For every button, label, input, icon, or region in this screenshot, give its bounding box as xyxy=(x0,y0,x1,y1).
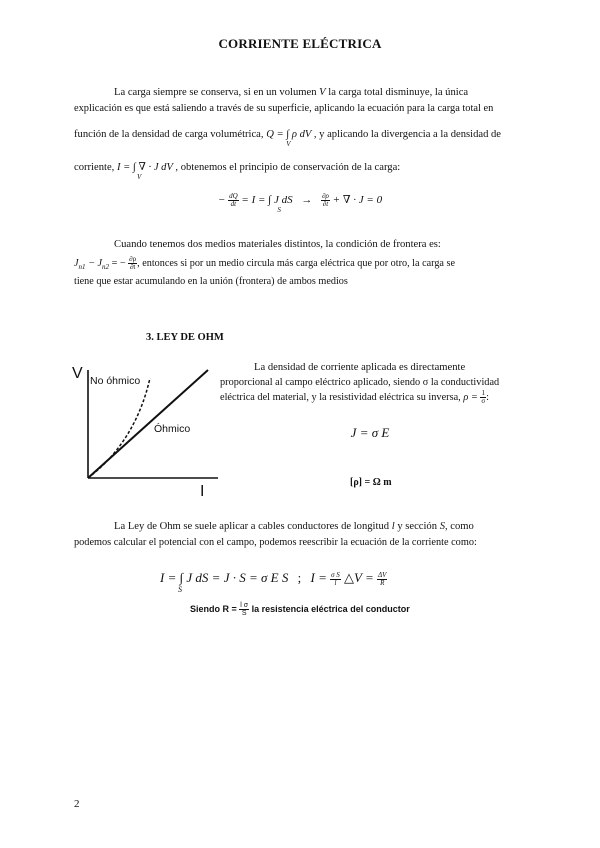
rho-eq: ρ = xyxy=(463,392,478,404)
cable-eq-limit: S xyxy=(178,585,182,594)
cable-eq-sep: ; xyxy=(297,570,302,585)
cable-eq-part2a: I = xyxy=(310,570,327,585)
jn1: J xyxy=(74,258,79,270)
boundary-line2b: , entonces si por un medio circula más carga eléctrica que por otro, la carga se xyxy=(137,258,455,270)
charge-integral-limit: V xyxy=(286,140,291,149)
intro-line3b: , y aplicando la divergencia a la densidad de xyxy=(313,129,502,141)
surface-limit: S xyxy=(277,206,281,215)
intro-paragraph xyxy=(74,86,526,182)
section-heading-ohm: 3. LEY DE OHM xyxy=(146,332,224,343)
cable-frac2-den: R xyxy=(380,578,385,587)
resistance-b: la resistencia eléctrica del conductor xyxy=(251,603,410,614)
intro-line3a: función de la densidad de carga volumétrica, xyxy=(74,129,264,141)
ohm-line3: eléctrica del material, y la resistividad eléctrica su inversa, xyxy=(220,392,461,404)
cable-frac1-den: l xyxy=(334,578,337,587)
ohm-law-equation: J = σ E xyxy=(350,425,390,440)
cable-frac1-num: σ S xyxy=(331,570,340,579)
boundary-frac-num: ∂ρ xyxy=(129,255,137,264)
jn2: − J xyxy=(88,258,103,270)
boundary-frac-den: ∂t xyxy=(129,263,136,272)
resistance-a: Siendo R = xyxy=(190,603,237,614)
ohm-line1: La densidad de corriente aplicada es directamente xyxy=(254,362,466,373)
cable-eq-part2b: △V = xyxy=(344,570,374,585)
var-length: l xyxy=(391,521,395,532)
cables-line2: podemos calcular el potencial con el campo, podemos reescribir la ecuación de la corriente como: xyxy=(74,537,477,549)
var-volume: V xyxy=(319,87,326,98)
dq-num: dQ xyxy=(229,192,238,200)
intro-line4a: corriente, xyxy=(74,162,115,174)
current-integral-eq: I = ∫ ∇ · J dV xyxy=(116,162,173,174)
boundary-paragraph xyxy=(74,238,526,289)
boundary-line1: Cuando tenemos dos medios materiales distintos, la condición de frontera es: xyxy=(114,239,441,250)
charge-integral-eq: Q = ∫ ρ dV xyxy=(266,129,312,141)
boundary-line3: tiene que estar acumulando en la unión (frontera) de ambos medios xyxy=(74,275,348,287)
ohm-line2: proporcional al campo eléctrico aplicado, siendo σ la conductividad xyxy=(220,376,500,388)
intro-line1: La carga siempre se conserva, si en un volumen xyxy=(114,87,317,98)
dt-den-2: ∂t xyxy=(322,200,329,208)
resistance-num: l σ xyxy=(240,602,249,609)
ohmic-label: Óhmico xyxy=(154,423,191,435)
rho-colon: : xyxy=(486,392,490,404)
graph-y-label: V xyxy=(72,365,83,382)
resistance-den: S xyxy=(241,610,247,617)
resistivity-units: [ρ] = Ω m xyxy=(350,477,392,488)
resistance-note xyxy=(190,602,410,617)
cable-current-equation xyxy=(160,570,450,594)
cables-line1c: , como xyxy=(444,521,474,532)
non-ohmic-curve xyxy=(88,378,150,478)
jn1-sub: n1 xyxy=(78,263,86,272)
rho-num: 1 xyxy=(481,389,485,398)
cable-frac2-num: ΔV xyxy=(378,570,387,579)
current-integral-limit: V xyxy=(136,173,142,182)
ohm-description xyxy=(220,361,526,406)
intro-line1b: la carga total disminuye, la única xyxy=(328,87,469,98)
cables-paragraph xyxy=(74,520,526,550)
current-surface-integral: = I = ∫ J dS xyxy=(241,194,293,207)
drho-num: ∂ρ xyxy=(322,192,329,200)
cables-line1b: y sección xyxy=(397,521,438,532)
boundary-eq-equals: = − xyxy=(111,258,126,270)
intro-line2: explicación es que está saliendo a través de su superficie, aplicando la ecuación para la carga total en xyxy=(74,103,494,115)
cables-line1a: La Ley de Ohm se suele aplicar a cables conductores de longitud xyxy=(114,521,390,532)
jn2-sub: n2 xyxy=(102,263,110,272)
conservation-equation: − $\frac{dQ}{dt}$ = I = ∫ J dS S → $\frac{\partial\rho}{\partial t}$ + ∇ · J = 0 xyxy=(217,192,383,215)
non-ohmic-label: No óhmico xyxy=(90,375,141,387)
ohm-graph xyxy=(66,358,226,498)
cable-eq-part1: I = ∫ J dS = J · S = σ E S xyxy=(160,570,289,585)
page-title: CORRIENTE ELÉCTRICA xyxy=(218,36,382,51)
intro-line4b: , obtenemos el principio de conservación de la carga: xyxy=(175,162,401,174)
rho-den: σ xyxy=(481,397,486,406)
divergence-rhs: + ∇ · J = 0 xyxy=(332,194,383,207)
page-number: 2 xyxy=(74,798,80,810)
dt-den: dt xyxy=(230,200,237,208)
graph-x-label: I xyxy=(200,483,205,498)
var-section: S xyxy=(439,521,445,532)
implies-arrow: → xyxy=(301,194,313,207)
